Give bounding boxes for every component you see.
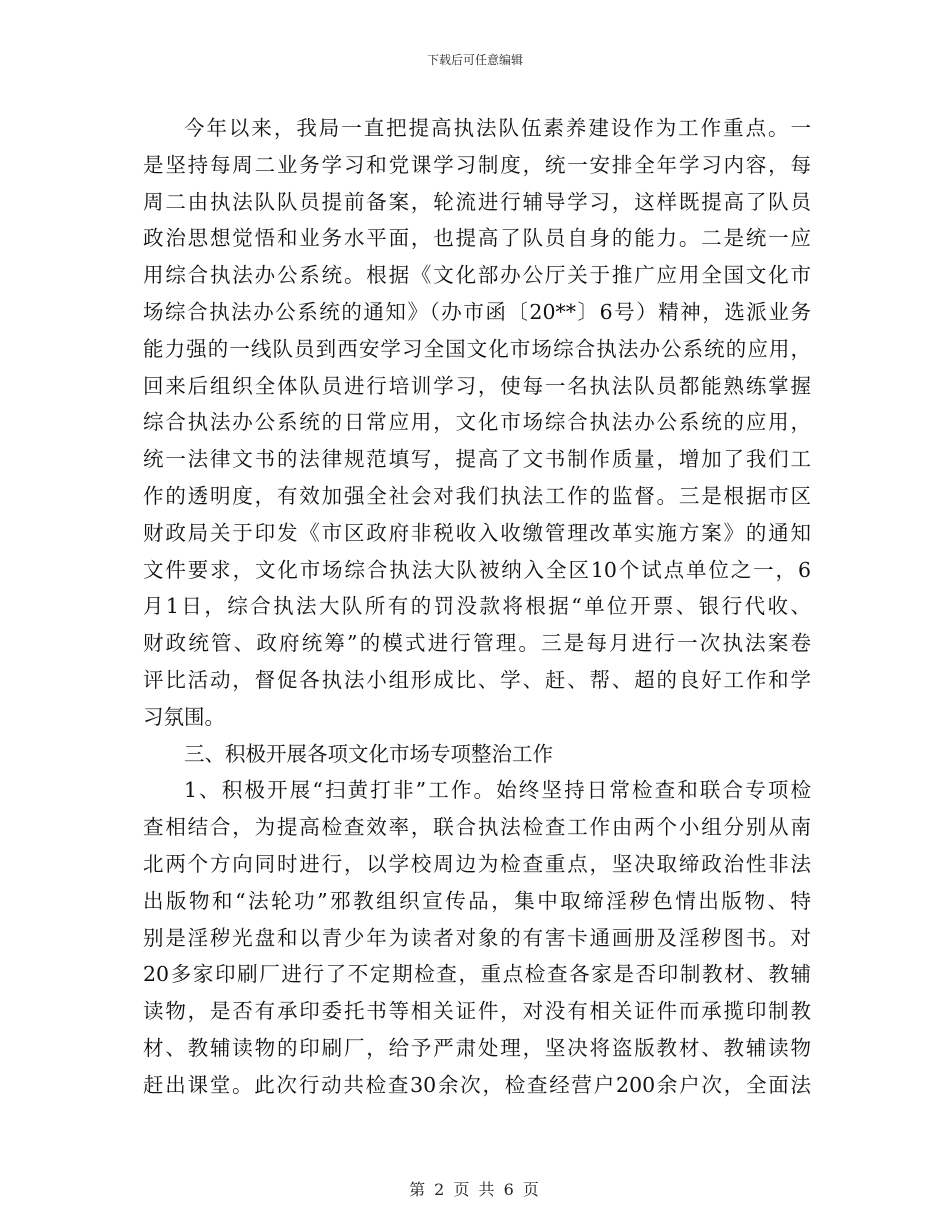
paragraph-line: 20多家印刷厂进行了不定期检查，重点检查各家是否印制教材、教辅 [143,962,811,987]
paragraph-line: 材、教辅读物的印刷厂，给予严肃处理，坚决将盗版教材、教辅读物 [143,1035,811,1060]
paragraph-line: 作的透明度，有效加强全社会对我们执法工作的监督。三是根据市区 [143,483,811,508]
paragraph-line: 赶出课堂。此次行动共检查30余次，检查经营户200余户次，全面法 [143,1072,811,1097]
paragraph-line: 读物，是否有承印委托书等相关证件，对没有相关证件而承揽印制教 [143,999,811,1024]
paragraph-line: 用综合执法办公系统。根据《文化部办公厅关于推广应用全国文化市 [143,263,811,288]
paragraph-line: 财政统管、政府统筹”的模式进行管理。三是每月进行一次执法案卷 [143,631,811,656]
paragraph-line: 别是淫秽光盘和以青少年为读者对象的有害卡通画册及淫秽图书。对 [143,925,811,950]
paragraph-line: 财政局关于印发《市区政府非税收入收缴管理改革实施方案》的通知 [143,520,811,545]
page-header: 下载后可任意编辑 [426,53,523,67]
paragraph-line: 能力强的一线队员到西安学习全国文化市场综合执法办公系统的应用， [143,336,811,361]
document-body [143,110,811,1104]
paragraph-line: 北两个方向同时进行，以学校周边为检查重点，坚决取缔政治性非法 [143,851,811,876]
page-footer: 第 2 页 共 6 页 [409,1180,541,1199]
paragraph-line: 是坚持每周二业务学习和党课学习制度，统一安排全年学习内容，每 [143,152,811,177]
paragraph-line: 统一法律文书的法律规范填写，提高了文书制作质量，增加了我们工 [143,447,811,472]
paragraph-line: 政治思想觉悟和业务水平面，也提高了队员自身的能力。二是统一应 [143,226,811,251]
paragraph-line: 场综合执法办公系统的通知》（办市函〔20**〕6号）精神，选派业务 [143,299,811,324]
paragraph-line: 月1日，综合执法大队所有的罚没款将根据“单位开票、银行代收、 [143,594,811,619]
section-heading: 三、积极开展各项文化市场专项整治工作 [184,741,553,766]
paragraph-line: 周二由执法队队员提前备案，轮流进行辅导学习，这样既提高了队员 [143,189,811,214]
paragraph-line: 综合执法办公系统的日常应用，文化市场综合执法办公系统的应用， [143,410,811,435]
paragraph-line: 今年以来，我局一直把提高执法队伍素养建设作为工作重点。一 [184,116,811,140]
paragraph-line: 回来后组织全体队员进行培训学习，使每一名执法队员都能熟练掌握 [143,373,811,398]
paragraph-line: 文件要求，文化市场综合执法大队被纳入全区10个试点单位之一，6 [143,557,811,582]
paragraph-line: 1、积极开展“扫黄打非”工作。始终坚持日常检查和联合专项检 [184,778,811,803]
paragraph-line: 评比活动，督促各执法小组形成比、学、赶、帮、超的良好工作和学 [143,667,811,692]
paragraph-line: 出版物和“法轮功”邪教组织宣传品，集中取缔淫秽色情出版物、特 [143,888,811,913]
paragraph-line: 习氛围。 [143,704,225,729]
paragraph-line: 查相结合，为提高检查效率，联合执法检查工作由两个小组分别从南 [143,815,811,840]
